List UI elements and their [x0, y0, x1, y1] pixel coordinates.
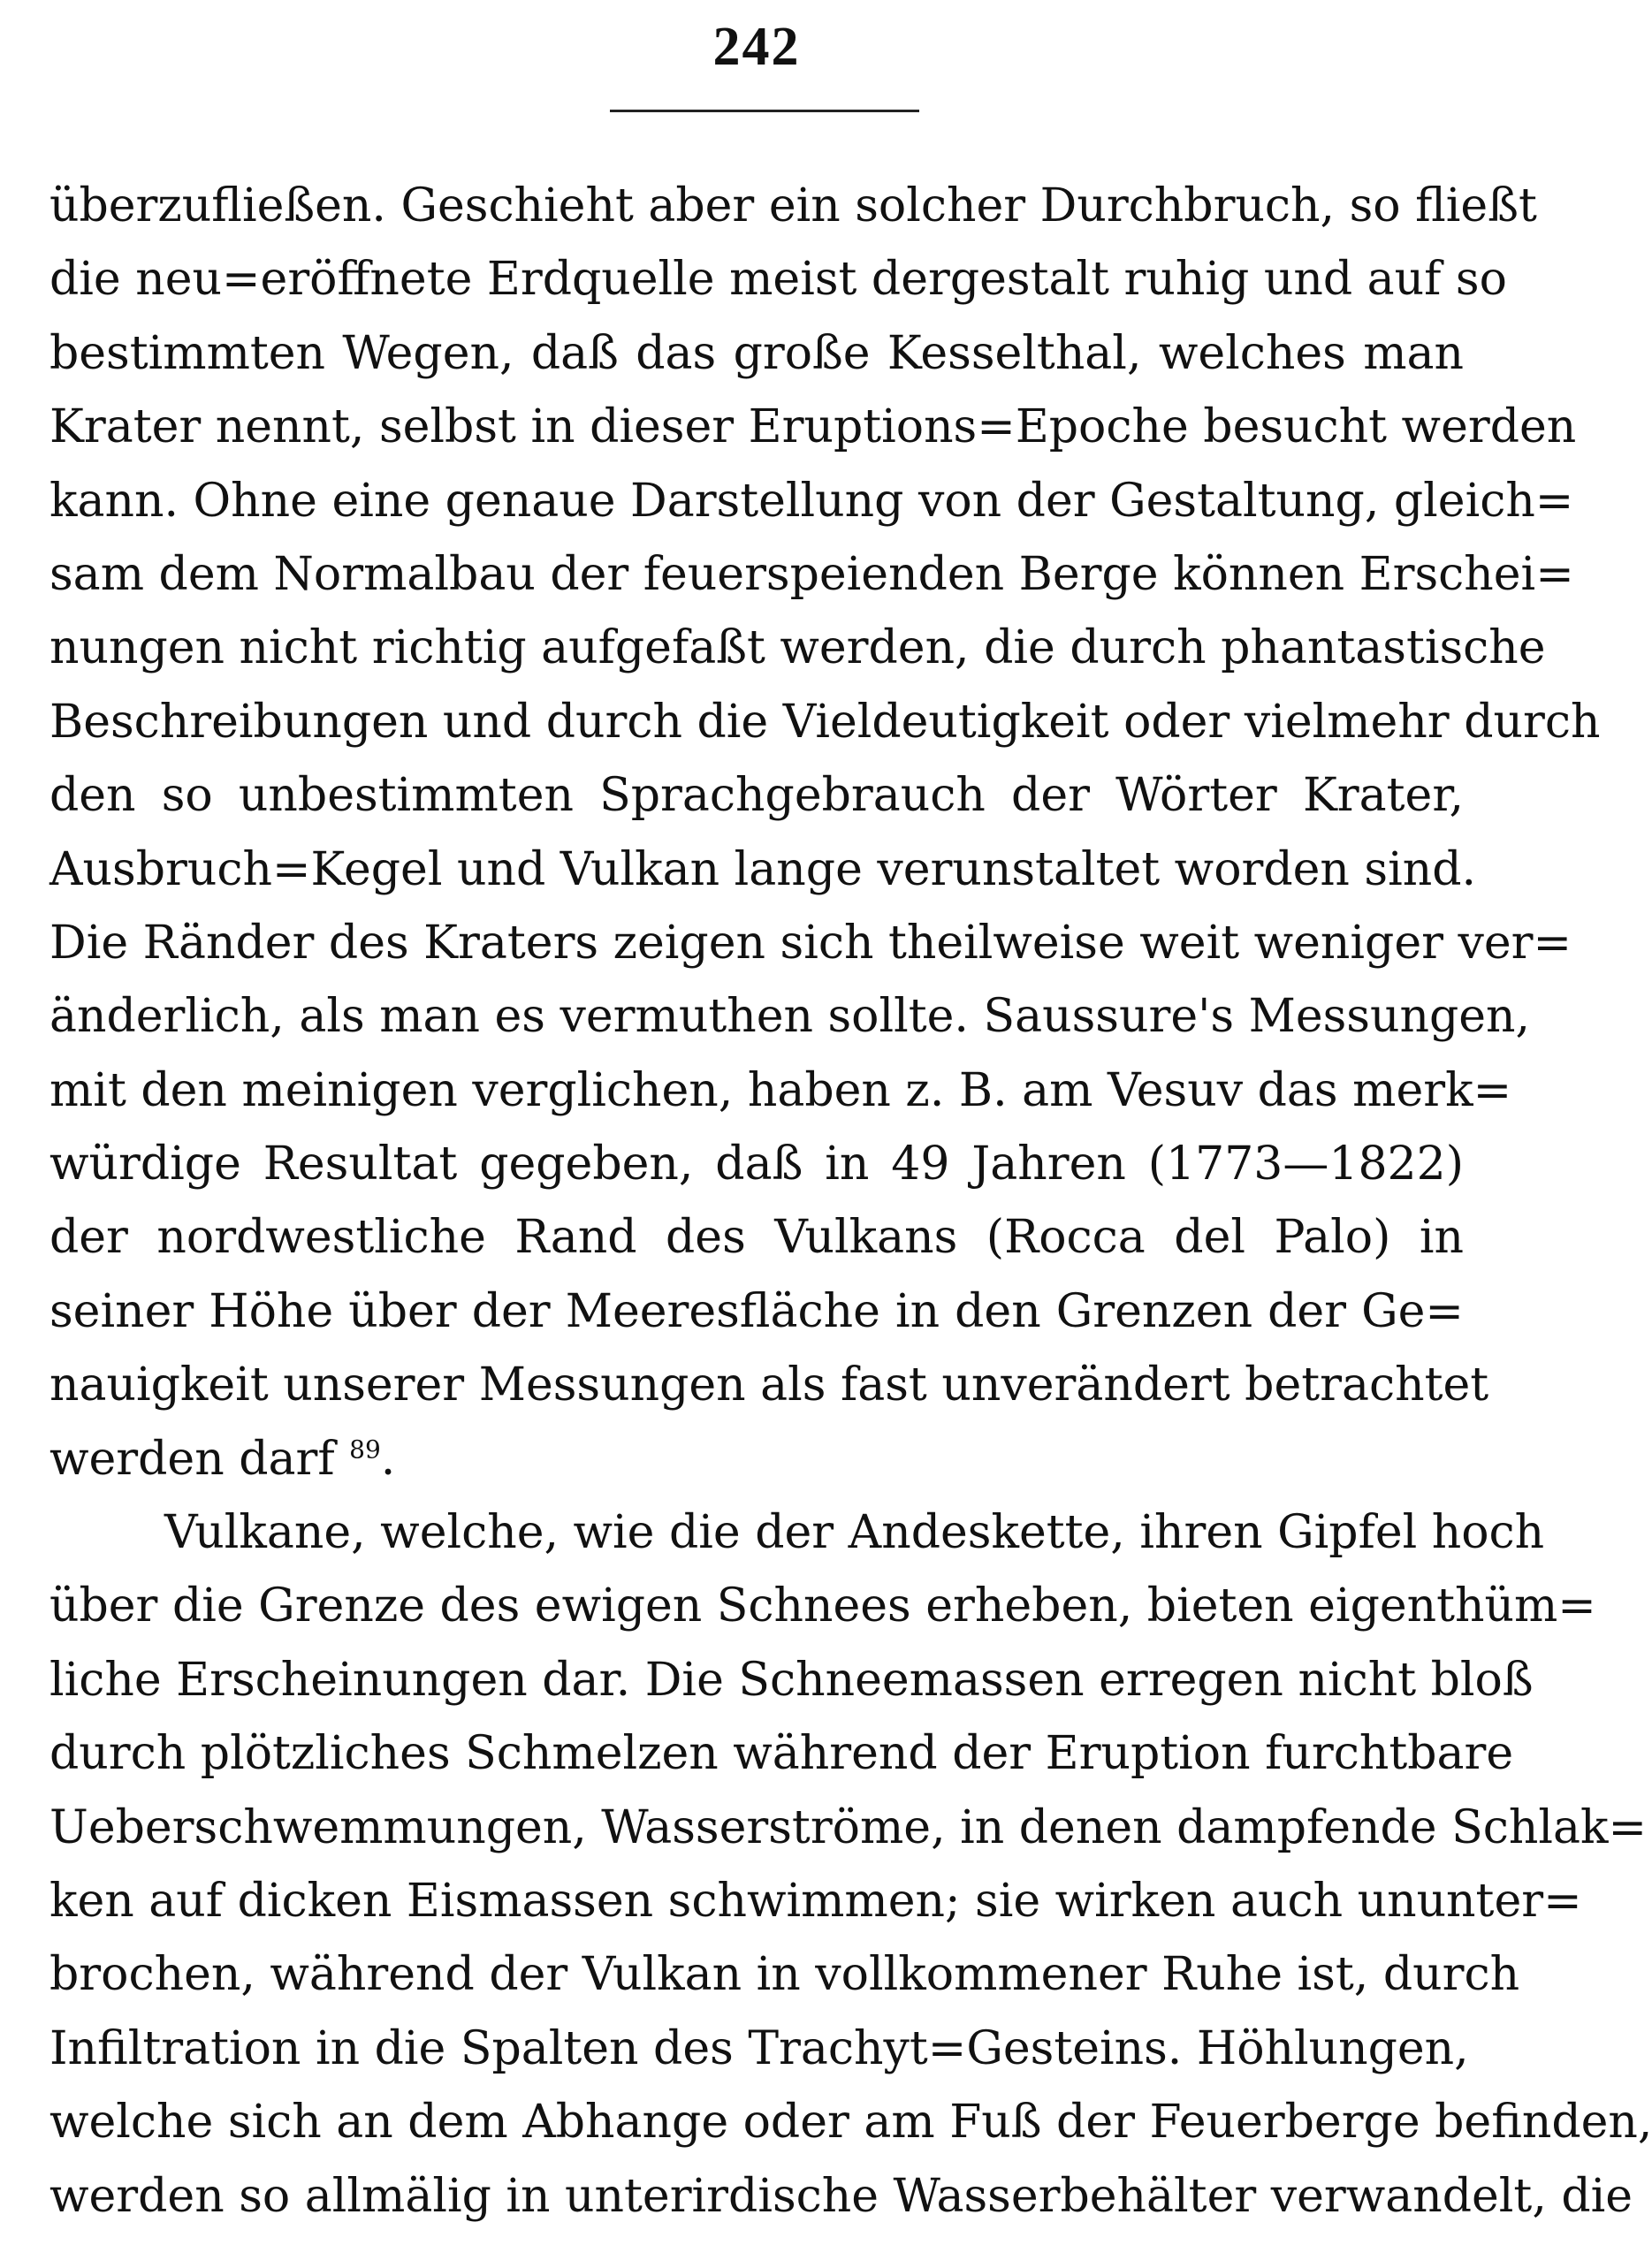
text-line: änderlich, als man es vermuthen sollte. Saussure's Messungen,	[49, 990, 1531, 1044]
page-number: 242	[712, 17, 801, 77]
paragraph-1	[49, 170, 1601, 1496]
text-line: Ausbruch=Kegel und Vulkan lange verunstaltet worden sind.	[49, 842, 1477, 896]
paragraph-2	[49, 1496, 1652, 2234]
text-line: bestimmten Wegen, daß das große Kesselthal, welches man	[49, 326, 1464, 380]
text-line: Krater nennt, selbst in dieser Eruptions=Epoche besucht werden	[49, 400, 1577, 454]
last-line-text: werden darf	[49, 1432, 335, 1486]
text-line: der nordwestliche Rand des Vulkans (Rocca del Palo) in	[49, 1211, 1464, 1265]
text-line: kann. Ohne eine genaue Darstellung von der Gestaltung, gleich=	[49, 474, 1574, 528]
body-text	[49, 170, 1652, 2234]
text-line: Vulkane, welche, wie die der Andeskette, ihren Gipfel hoch	[164, 1506, 1545, 1560]
text-line: Infiltration in die Spalten des Trachyt=Gesteins. Höhlungen,	[49, 2021, 1469, 2075]
text-line: würdige Resultat gegeben, daß in 49 Jahren (1773—1822)	[49, 1138, 1464, 1191]
text-line: seiner Höhe über der Meeresfläche in den Grenzen der Ge=	[49, 1284, 1464, 1338]
text-line: nungen nicht richtig aufgefaßt werden, die durch phantastische	[49, 621, 1546, 675]
footnote-reference: 89	[349, 1435, 381, 1465]
text-line: den so unbestimmten Sprachgebrauch der Wörter Krater,	[49, 769, 1464, 823]
text-line: ken auf dicken Eismassen schwimmen; sie wirken auch ununter=	[49, 1874, 1582, 1928]
text-line: brochen, während der Vulkan in vollkommener Ruhe ist, durch	[49, 1948, 1520, 2002]
text-line: werden so allmälig in unterirdische Wasserbehälter verwandelt, die	[49, 2169, 1633, 2223]
text-line: über die Grenze des ewigen Schnees erheben, bieten eigenthüm=	[49, 1579, 1596, 1633]
text-line: welche sich an dem Abhange oder am Fuß der Feuerberge befinden,	[49, 2096, 1652, 2150]
text-line: durch plötzliches Schmelzen während der Eruption furchtbare	[49, 1727, 1514, 1781]
last-line-end: .	[380, 1432, 396, 1486]
text-line: Beschreibungen und durch die Vieldeutigkeit oder vielmehr durch	[49, 695, 1601, 749]
text-line: die neu=eröffnete Erdquelle meist dergestalt ruhig und auf so	[49, 253, 1507, 307]
text-line-last	[49, 1423, 1464, 1496]
text-line: mit den meinigen verglichen, haben z. B. am Vesuv das merk=	[49, 1063, 1512, 1117]
text-line: Ueberschwemmungen, Wasserströme, in denen dampfende Schlak=	[49, 1800, 1648, 1854]
text-line: nauigkeit unserer Messungen als fast unverändert betrachtet	[49, 1358, 1489, 1412]
header-rule	[610, 110, 919, 112]
text-line: Die Ränder des Kraters zeigen sich theilweise weit weniger ver=	[49, 916, 1572, 970]
text-line: sam dem Normalbau der feuerspeienden Berge können Erschei=	[49, 547, 1574, 601]
text-line: liche Erscheinungen dar. Die Schneemassen erregen nicht bloß	[49, 1653, 1534, 1707]
text-line: überzufließen. Geschieht aber ein solcher Durchbruch, so fließt	[49, 179, 1537, 232]
